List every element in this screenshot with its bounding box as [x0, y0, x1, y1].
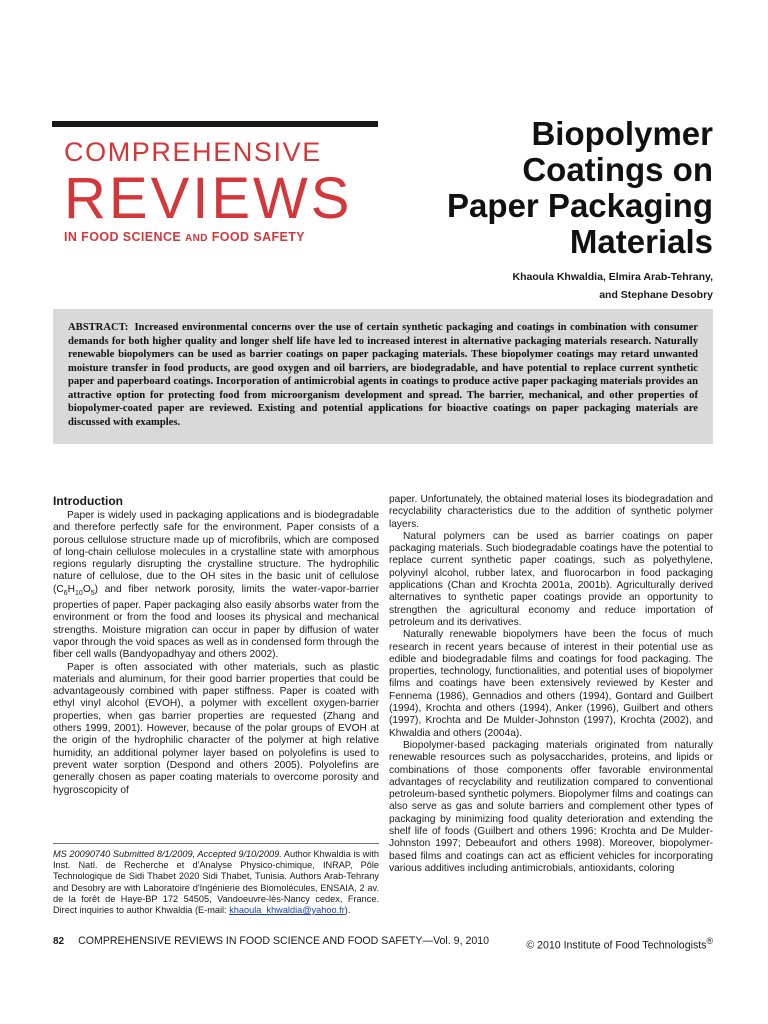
journal-logo-line1: COMPREHENSIVE	[64, 137, 322, 167]
body-paragraph: Paper is widely used in packaging applications and is biodegradable and therefore perfectly safe for the environment. Paper consists of a porous cellulose structure made up of microfibrils, which are composed of long-chain cellulose molecules in a crystalline state with amorphous regions regularly disrupting the crystalline structure. The hydrophilic nature of cellulose, due to the OH sites in the basic unit of cellulose $(C_6H_{10}O_5)$ and fiber network porosity, limits the water-vapor-barrier properties of paper. Paper packaging also easily absorbs water from the environment or from the food and looses its physical and mechanical strengths. Moisture migration can occur in paper by diffusion of water vapor through the void spaces as well as in condensed form through the fiber cell walls (Bandyopadhyay and others 2002).	[53, 510, 379, 661]
body-paragraph: Naturally renewable biopolymers have been the focus of much research in recent years because of interest in their potential use as edible and biodegradable films and coatings for food packaging. The properties, technology, functionalities, and potential uses of biopolymer films and coatings have been extensively reviewed by Kester and Fennema (1986), Gennadios and others (1994), Gontard and Guilbert (1994), Krochta and others (1994), Anker (1996), Guilbert and others (1997), Krochta and De Mulder-Johnston (1997), Krochta (2002), and Khwaldia and others (2004a).	[389, 629, 713, 739]
manuscript-code: MS 20090740 Submitted 8/1/2009, Accepted 9/10/2009.	[53, 849, 282, 859]
journal-logo-line3: IN FOOD SCIENCE AND FOOD SAFETY	[64, 230, 306, 244]
abstract-label: ABSTRACT:	[68, 322, 129, 333]
article-authors: Khaoula Khwaldia, Elmira Arab-Tehrany, and Stephane Desobry	[512, 271, 713, 301]
page-number: 82	[53, 936, 65, 947]
page-footer	[53, 933, 713, 952]
article-title: Biopolymer Coatings on Paper Packaging Materials	[447, 115, 713, 260]
journal-logo	[64, 137, 353, 244]
footer-copyright: © 2010 Institute of Food Technologists®	[526, 936, 713, 952]
body-paragraph: Paper is often associated with other materials, such as plastic materials and aluminum, for their good barrier properties that could be advantageously combined with paper stiffness. Paper is coated with ethyl vinyl alcohol (EVOH), a polymer with excellent oxygen-barrier properties, when gas barrier properties are requested (Zhang and others 1999, 2001). However, because of the polar groups of EVOH at the origin of the hydrophilic character of the polymer at high relative humidity, an additional polymer layer based on polyolefins is used to prevent water sorption (Despond and others 2005). Polyolefins are generally chosen as paper coating materials to overcome porosity and hygroscopicity of	[53, 661, 379, 796]
footer-journal-name: COMPREHENSIVE REVIEWS IN FOOD SCIENCE AND FOOD SAFETY	[78, 935, 423, 947]
body-paragraph: paper. Unfortunately, the obtained material loses its biodegradation and recyclability characteristics due to the addition of synthetic polymer layers.	[389, 494, 713, 530]
footnote-rule	[53, 843, 379, 844]
body-paragraph: Natural polymers can be used as barrier coatings on paper packaging materials. Such biodegradable coatings have the potential to replace current synthetic paper coatings, such as polyethylene, polyvinyl alcohol, rubber latex, and fluorocarbon in food packaging applications (Chan and Krochta 2001a, 2001b). Agriculturally derived alternatives to synthetic paper coatings provide an opportunity to strengthen the agricultural economy and reduce importation of petroleum and its derivatives.	[389, 530, 713, 628]
body-column-left	[53, 494, 379, 797]
abstract-text: ABSTRACT: Increased environmental concerns over the use of certain synthetic packaging and coatings in combination with consumer demands for both higher quality and longer shelf life have led to increased interest in alternative packaging materials research. Naturally renewable biopolymers can be used as barrier coatings on paper packaging materials. These biopolymer coatings may retard unwanted moisture transfer in food products, are good oxygen and oil barriers, are biodegradable, and have potential to replace current synthetic paper and paperboard coatings. Incorporation of antimicrobial agents in coatings to produce active paper packaging materials provides an attractive option for protecting food from microorganism development and spread. The barrier, mechanical, and other properties of biopolymer-coated paper are reviewed. Existing and potential applications for bioactive coatings on paper packaging materials are discussed with examples.	[68, 322, 698, 428]
section-heading-introduction: Introduction	[53, 494, 123, 508]
body-column-right	[389, 494, 713, 875]
footnote: MS 20090740 Submitted 8/1/2009, Accepted 9/10/2009. Author Khwaldia is with Inst. Natl. de Recherche et d'Analyse Physico-chimique, INRAP, Pôle Technologique de Sidi Thabet 2020 Sidi Thabet, Tunisia. Authors Arab-Tehrany and Desobry are with Laboratoire d'Ingénierie des Biomolécules, ENSAIA, 2 av. de la forêt de Haye-BP 172 54505, Vandoeuvre-lès-Nancy cedex, France. Direct inquiries to author Khwaldia (E-mail: khaoula_khwaldia@yahoo.fr).	[53, 849, 380, 916]
abstract-box	[53, 309, 713, 444]
author-email-link[interactable]: khaoula_khwaldia@yahoo.fr	[229, 905, 345, 916]
body-paragraph: Biopolymer-based packaging materials originated from naturally renewable resources such as polysaccharides, proteins, and lipids or combinations of those components offer favorable environmental advantages of recyclability and reutilization compared to conventional petroleum-based synthetic polymers. Biopolymer films and coatings can also serve as gas and solute barriers and complement other types of packaging by minimizing food quality deterioration and extending the shelf life of foods (Guilbert and others 1996; Krochta and De Mulder-Johnston 1997; Debeaufort and others 1998). Moreover, biopolymer-based films and coatings can act as efficient vehicles for incorporating various additives including antimicrobials, antioxidants, coloring	[389, 739, 713, 874]
header-rule	[52, 121, 378, 127]
journal-logo-line2: REVIEWS	[64, 166, 353, 231]
footer-volume: —Vol. 9, 2010	[422, 935, 490, 947]
